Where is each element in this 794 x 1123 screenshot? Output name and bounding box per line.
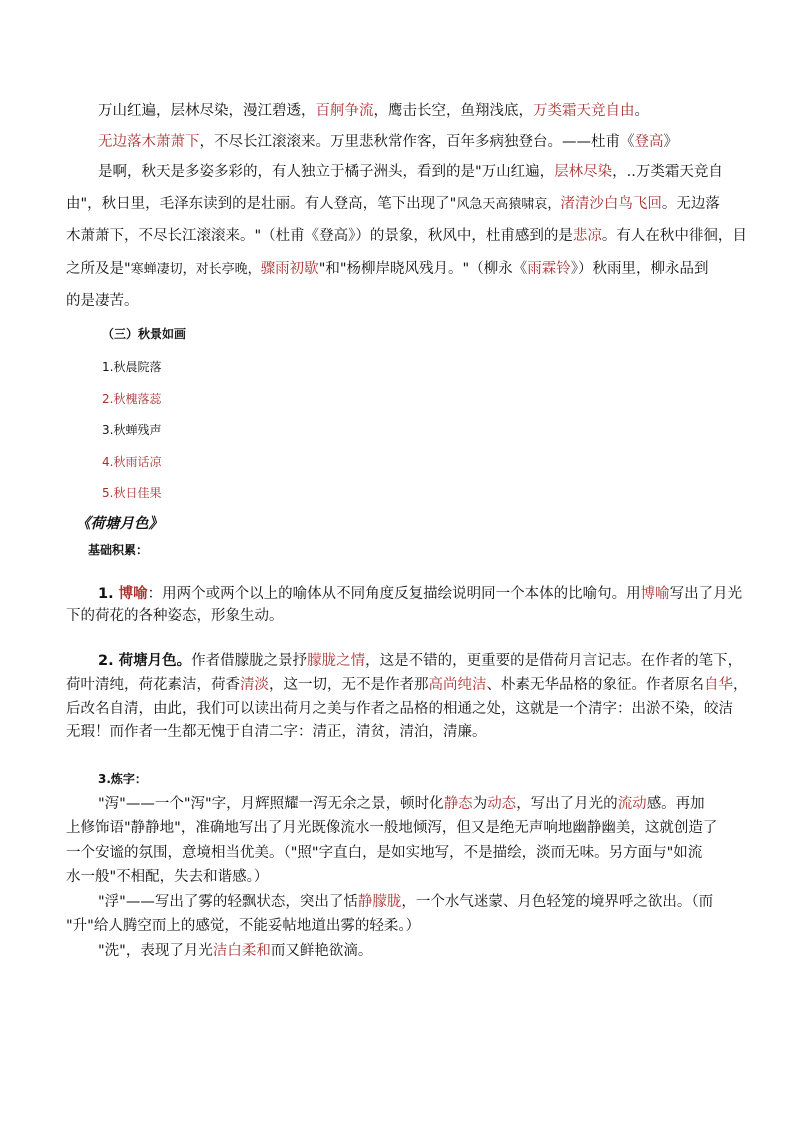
list-item-4: 4.秋雨话凉	[102, 455, 162, 469]
list-item-2: 2.秋槐落蕊	[102, 392, 162, 406]
q3-line-3: 一个安谧的氛围，意境相当优美。（"照"字直白，是如实地写，不是描绘，淡而无味。另方面与"如流	[66, 845, 703, 861]
para1-line-3: 木萧萧下，不尽长江滚滚来。"（杜甫《登高》）的景象，秋风中，杜甫感到的是悲凉。有人在秋中徘徊，目	[66, 228, 747, 244]
q3-line-1: "泻"——一个"泻"字，月辉照耀一泻无余之景，顿时化静态为动态，写出了月光的流动感。再加	[98, 796, 705, 812]
q3-heading: 3.炼字：	[98, 772, 147, 786]
q3-line-6: "升"给人腾空而上的感觉，不能妥帖地道出雾的轻柔。）	[66, 918, 421, 934]
para1-line-4: 之所及是"寒蝉凄切，对长亭晚，骤雨初歇"和"杨柳岸晓风残月。"（柳永《雨霖铃》）秋雨里，柳永品到	[66, 261, 709, 277]
q3-line-7: "洗"，表现了月光洁白柔和而又鲜艳欲滴。	[98, 943, 373, 959]
article-title: 《荷塘月色》	[76, 516, 163, 532]
list-item-5: 5.秋日佳果	[102, 486, 162, 500]
list-item-1: 1.秋晨院落	[102, 360, 162, 374]
q3-line-5: "浮"——写出了雾的轻飘状态，突出了恬静朦胧，一个水气迷蒙、月色轻笼的境界呼之欲出。（而	[98, 894, 714, 910]
q3-line-2: 上修饰语"静静地"，准确地写出了月光既像流水一般地倾泻，但又是绝无声响地幽静幽美，这就创造了	[66, 820, 718, 836]
poem-line-1: 万山红遍，层林尽染，漫江碧透，百舸争流，鹰击长空，鱼翔浅底，万类霜天竞自由。	[98, 103, 649, 119]
para1-line-1: 是啊，秋天是多姿多彩的，有人独立于橘子洲头，看到的是"万山红遍，层林尽染，..万类霜天竞自	[98, 164, 723, 180]
q2-line-3: 后改名自清，由此，我们可以读出荷月之美与作者之品格的相通之处，这就是一个清字：出淤不染，皎洁	[66, 701, 733, 717]
q1-line-1: 1. 博喻：用两个或两个以上的喻体从不同角度反复描绘说明同一个本体的比喻句。用博喻写出了月光	[98, 586, 743, 602]
q1-line-2: 下的荷花的各种姿态，形象生动。	[66, 608, 284, 624]
q2-line-1: 2. 荷塘月色。作者借朦胧之景抒朦胧之情，这是不错的，更重要的是借荷月言记志。在作者的笔下，	[98, 653, 743, 669]
q2-line-4: 无瑕！而作者一生都无愧于自清二字：清正，清贫，清泊，清廉。	[66, 724, 487, 740]
q3-line-4: 水一般"不相配，失去和谐感。）	[66, 869, 269, 885]
poem-line-2: 无边落木萧萧下，不尽长江滚滚来。万里悲秋常作客，百年多病独登台。——杜甫《登高》	[98, 134, 678, 150]
list-item-3: 3.秋蝉残声	[102, 423, 162, 437]
basic-heading: 基础积累：	[88, 543, 149, 557]
q2-line-2: 荷叶清纯，荷花素洁，荷香清淡，这一切，无不是作者那高尚纯洁、朴素无华品格的象征。作者原名自华，	[66, 677, 748, 693]
section-3-heading: （三）秋景如画	[102, 327, 187, 341]
para1-line-5: 的是凄苦。	[66, 293, 139, 309]
para1-line-2: 由"，秋日里，毛泽东读到的是壮丽。有人登高，笔下出现了"风急天高猿啸哀，渚清沙白鸟飞回。无边落	[66, 196, 720, 212]
